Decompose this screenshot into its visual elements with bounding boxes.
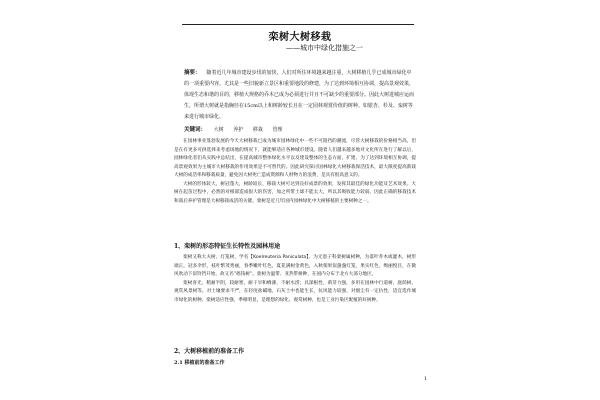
body-paragraph: [174, 254, 416, 280]
page-number: 1: [424, 376, 428, 382]
body-paragraph: 栾树喜光，稍耐半阴，较耐寒，耐干旱和瘠薄，不耐水涝；具深根性，萌芽力强，多用在园林中行道树、庭荫树、观赏风景树等。对土壤要求不严，在轻度盐碱地、石灰土中也能生长，抗风能力较强，对烟尘有一定抗性，适宜选作城市绿化的树种。栾树适应性强，季相明显，是理想的绿化、观赏树种，也是工业污染区配植的好树种。: [174, 280, 416, 303]
abstract-label: 摘要：: [184, 70, 201, 76]
document-title: 栾树大树移栽: [268, 32, 332, 43]
abstract: [184, 68, 414, 123]
text-run: 】。为无患子科栾树属树种，为落叶乔木或灌木，树形端正，冠多伞形，枝叶繁茂秀丽，春季嫩叶红色，夏花满树金黄色，入秋蒴果似盏盏灯笼，果实红色，绚丽悦目，在微风吹动下似铃铛开始，故又名“摇钱树”。栾树为温带、亚热带树种，在国内分布于北方大部分地区。: [174, 255, 416, 277]
text-run: 栾树又称大夫树、灯笼树，学名【: [183, 255, 254, 260]
keywords-label: 关键词：: [184, 127, 207, 133]
intro-body: [174, 138, 416, 206]
subsection-heading: 2.1 移植前的准备工作: [174, 360, 225, 366]
section1-body: [174, 254, 416, 305]
keyword: 管理: [272, 127, 283, 133]
keyword: 养护: [233, 127, 244, 133]
keyword: 大树: [213, 127, 224, 133]
keyword: 移栽: [252, 127, 263, 133]
keywords: [184, 125, 414, 133]
header-rule: [182, 24, 414, 25]
latin-name: Koelreuteria Paniculata: [253, 255, 307, 260]
body-paragraph: 在园林事业蓬勃发展的今天大树移栽已成为城市园林绿化中一些不可阻挡的潮流，尽管大树移栽的价格相当高，但是在有更多可供选择来考虑场地的情况下，就能够适应各种城市建设。随着人们越来越多地对文化所在进行了解以后，园林绿化者们从实践中总结出，在提高城市整体绿化水平以及建设整体的生态方面，扩建、为了达到环境相互协调，提高景观效果为主城市大树移栽的作用效果是不可替代的。因此研究探讨国林绿化大树移栽保活技术，最大限度提高新栽大树的成活率和移栽质量，避免因大树死亡造成资源和人财物力的浪费，是具有很高意义的。: [174, 139, 416, 178]
document-subtitle: ——城市中绿化措施之一: [286, 44, 363, 52]
body-paragraph: 大树的形体较大、树冠蓬大，树龄较长，移栽大树可达到良好成景的效果，发挥其最佳的绿化功能及艺术效果。大树在起苗过程中，必然的对根部造成很大的伤害，加之所带土球不能太大，所以其吸收能力较弱，因此正确的移栽技术和栽后养护管理是大树移栽成活的关键。栾树是近几年国内园林绿化中大树移植的主要树种之一。: [174, 181, 416, 204]
section-heading: 1、栾树的形态特征生长特性及园林用途: [174, 243, 281, 250]
abstract-text: 随着近几年城市建设步伐的加快，人们对所住环境越来越注重，大树移植几乎已成城市绿化中的一项重要内容。尤其是一些旧貌新立景区和重要地段的修建，为了达到环境相互协调，提高景观效果，体现生态和谐的目的，移植大规格的乔木已成为必须进行并且不可缺少的重要部分。因此大树进城应运而生，所谓大树就是指胸径在15cm以上和树龄较长且在一定园林观赏价值的树种。如银杏、杉及、栾树等来进行城市绿化。: [184, 70, 415, 120]
section-heading: 2、大树移植前的准备工作: [174, 348, 245, 355]
